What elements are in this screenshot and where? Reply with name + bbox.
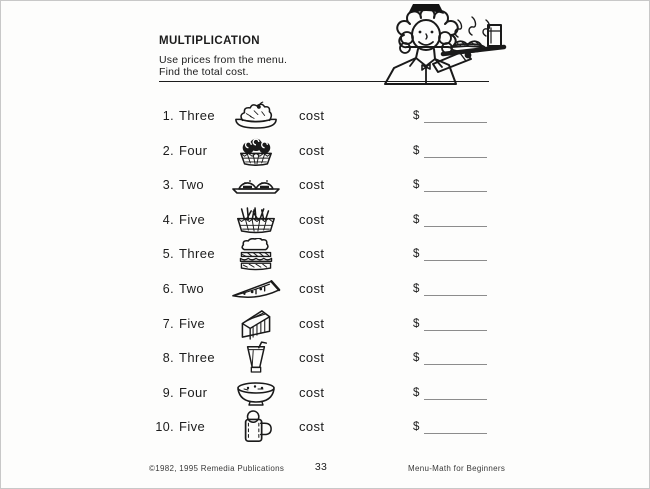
cost-label: cost bbox=[299, 281, 325, 296]
problem-number: 5. bbox=[162, 247, 174, 261]
problem-row-1 bbox=[156, 99, 501, 133]
problem-number: 4. bbox=[162, 213, 174, 227]
cost-label: cost bbox=[299, 108, 325, 123]
cost-label: cost bbox=[299, 316, 325, 331]
problem-row-6 bbox=[156, 272, 501, 306]
problem-row-2 bbox=[156, 134, 501, 168]
page-title: MULTIPLICATION bbox=[159, 35, 260, 47]
problem-row-4 bbox=[156, 203, 501, 237]
pizza-slice-icon bbox=[226, 272, 286, 306]
cost-label: cost bbox=[299, 212, 325, 227]
french-fries-basket-icon bbox=[226, 203, 286, 237]
cost-label: cost bbox=[299, 143, 325, 158]
quantity-word: Five bbox=[179, 316, 206, 331]
dollar-sign: $ bbox=[413, 179, 420, 191]
book-title: Menu-Math for Beginners bbox=[408, 464, 506, 473]
dollar-sign: $ bbox=[413, 352, 420, 364]
banana-split-icon bbox=[226, 99, 286, 133]
dollar-sign: $ bbox=[413, 248, 420, 260]
dollar-sign: $ bbox=[413, 318, 420, 330]
dollar-sign: $ bbox=[413, 145, 420, 157]
quantity-word: Four bbox=[179, 143, 208, 158]
answer-blank bbox=[424, 433, 487, 434]
answer-blank bbox=[424, 122, 487, 123]
problem-row-10 bbox=[156, 410, 501, 444]
instruction-line-1: Use prices from the menu. bbox=[159, 54, 288, 66]
soup-bowl-icon bbox=[226, 376, 286, 410]
problem-row-5 bbox=[156, 237, 501, 271]
answer-blank bbox=[424, 157, 487, 158]
answer-blank bbox=[424, 260, 487, 261]
problem-number: 9. bbox=[162, 386, 174, 400]
instruction-line-2: Find the total cost. bbox=[159, 66, 249, 78]
quantity-word: Three bbox=[179, 350, 215, 365]
page-number: 33 bbox=[314, 461, 328, 473]
muffin-basket-icon bbox=[226, 134, 286, 168]
problem-number: 2. bbox=[162, 144, 174, 158]
dollar-sign: $ bbox=[413, 283, 420, 295]
copyright-text: ©1982, 1995 Remedia Publications bbox=[149, 464, 285, 473]
cost-label: cost bbox=[299, 246, 325, 261]
problem-row-7 bbox=[156, 307, 501, 341]
problem-number: 3. bbox=[162, 178, 174, 192]
answer-blank bbox=[424, 295, 487, 296]
answer-blank bbox=[424, 364, 487, 365]
answer-blank bbox=[424, 399, 487, 400]
problem-row-8 bbox=[156, 341, 501, 375]
dollar-sign: $ bbox=[413, 110, 420, 122]
problem-number: 1. bbox=[162, 109, 174, 123]
cost-label: cost bbox=[299, 177, 325, 192]
dollar-sign: $ bbox=[413, 421, 420, 433]
problem-number: 10. bbox=[155, 420, 174, 434]
quantity-word: Five bbox=[179, 212, 206, 227]
problem-number: 7. bbox=[162, 317, 174, 331]
quantity-word: Five bbox=[179, 419, 206, 434]
answer-blank bbox=[424, 330, 487, 331]
problem-number: 8. bbox=[162, 351, 174, 365]
dollar-sign: $ bbox=[413, 214, 420, 226]
quantity-word: Three bbox=[179, 246, 215, 261]
soda-glass-icon bbox=[226, 341, 286, 375]
answer-blank bbox=[424, 191, 487, 192]
problem-row-3 bbox=[156, 168, 501, 202]
problem-row-9 bbox=[156, 376, 501, 410]
quantity-word: Two bbox=[179, 177, 205, 192]
quantity-word: Three bbox=[179, 108, 215, 123]
quantity-word: Two bbox=[179, 281, 205, 296]
root-beer-mug-icon bbox=[226, 410, 286, 444]
sandwich-icon bbox=[226, 237, 286, 271]
plate-of-scoops-icon bbox=[226, 168, 286, 202]
dollar-sign: $ bbox=[413, 387, 420, 399]
answer-blank bbox=[424, 226, 487, 227]
waitress-illustration bbox=[331, 3, 507, 85]
cost-label: cost bbox=[299, 350, 325, 365]
quantity-word: Four bbox=[179, 385, 208, 400]
cake-slice-icon bbox=[226, 307, 286, 341]
cost-label: cost bbox=[299, 385, 325, 400]
problem-number: 6. bbox=[162, 282, 174, 296]
page-footer bbox=[1, 459, 649, 481]
cost-label: cost bbox=[299, 419, 325, 434]
